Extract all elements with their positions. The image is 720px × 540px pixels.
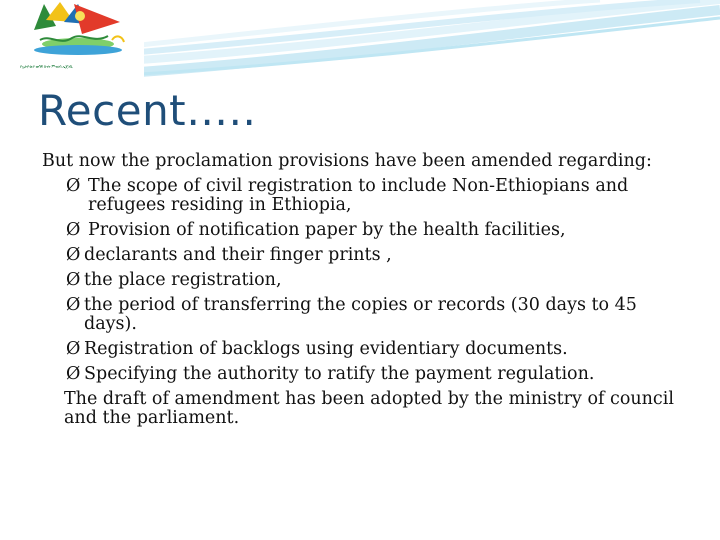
arrow-bullet-icon: Ø <box>66 220 81 240</box>
arrow-bullet-icon: Ø <box>66 364 81 384</box>
list-item <box>42 296 692 334</box>
arrow-bullet-icon: Ø <box>66 176 81 196</box>
bullet-text: Provision of notification paper by the health facilities, <box>88 220 566 240</box>
bullet-text: Specifying the authority to ratify the payment regulation. <box>84 364 595 384</box>
logo-caption: የኢትዮጵያ ወሳኝ ኩነት ምዝገባ ኤጀንሲ <box>20 64 73 69</box>
agency-logo <box>16 0 144 78</box>
list-item <box>42 365 692 384</box>
arrow-bullet-icon: Ø <box>66 245 81 265</box>
intro-paragraph: But now the proclamation provisions have been amended regarding: <box>42 151 652 171</box>
arrow-bullet-icon: Ø <box>66 270 81 290</box>
list-item <box>42 340 692 359</box>
list-item <box>42 271 692 290</box>
bullet-text: The scope of civil registration to include Non-Ethiopians and refugees residing in Ethiopia, <box>88 176 629 215</box>
list-item <box>42 221 692 240</box>
arrow-bullet-icon: Ø <box>66 295 81 315</box>
list-item <box>42 246 692 265</box>
slide-title: Recent….. <box>38 86 257 135</box>
outro-paragraph: The draft of amendment has been adopted by the ministry of council and the parliament. <box>64 389 674 428</box>
bullet-text: Registration of backlogs using evidentiary documents. <box>84 339 568 359</box>
slide-body <box>42 152 692 428</box>
bullet-text: declarants and their finger prints , <box>84 245 392 265</box>
arrow-bullet-icon: Ø <box>66 339 81 359</box>
bullet-list <box>42 177 692 384</box>
bullet-text: the period of transferring the copies or records (30 days to 45 days). <box>84 295 637 334</box>
bullet-text: the place registration, <box>84 270 282 290</box>
list-item <box>42 177 692 215</box>
